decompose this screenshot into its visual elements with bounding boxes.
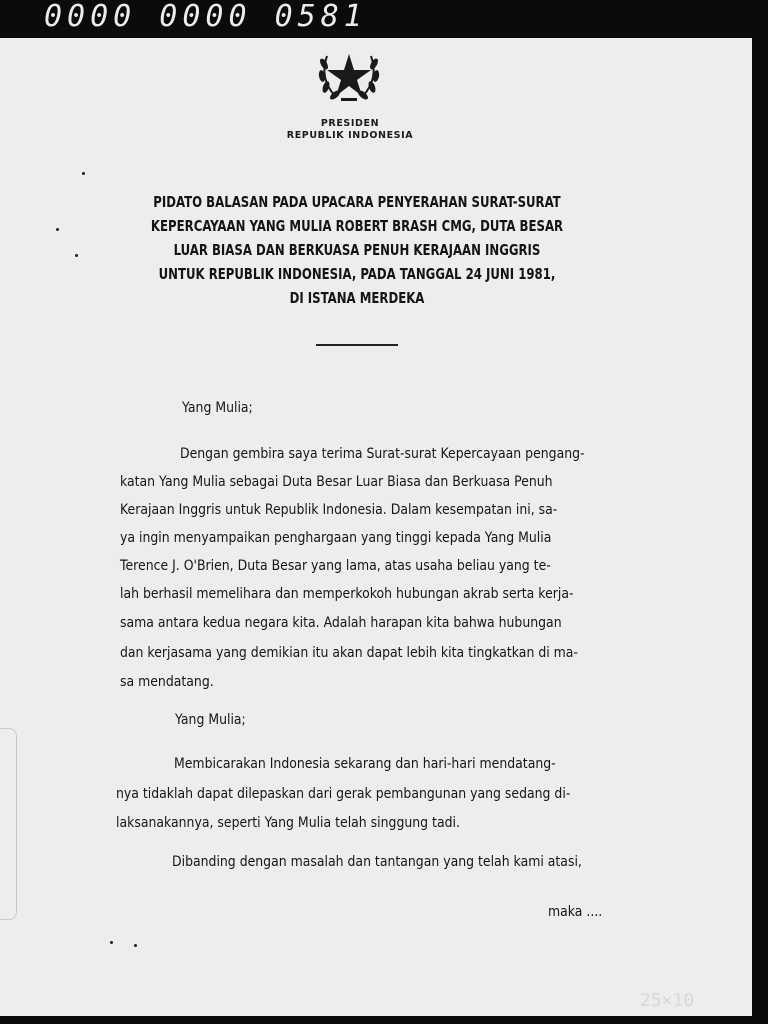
paragraph-line: Membicarakan Indonesia sekarang dan hari-hari mendatang- xyxy=(174,756,556,772)
presidential-emblem-icon xyxy=(305,38,393,106)
document-page xyxy=(0,38,752,1016)
film-frame-number: 0000 0000 0581 xyxy=(44,0,367,34)
paragraph-line: Dengan gembira saya terima Surat-surat Kepercayaan pengang- xyxy=(180,446,585,462)
paragraph-line: Terence J. O'Brien, Duta Besar yang lama, atas usaha beliau yang te- xyxy=(120,558,551,574)
letterhead-line-1: PRESIDEN xyxy=(320,118,380,129)
speck xyxy=(75,254,78,257)
paragraph-line: katan Yang Mulia sebagai Duta Besar Luar Biasa dan Berkuasa Penuh xyxy=(120,474,553,490)
title-line: PIDATO BALASAN PADA UPACARA PENYERAHAN SURAT-SURAT xyxy=(153,193,561,211)
paragraph-line: Kerajaan Inggris untuk Republik Indonesia. Dalam kesempatan ini, sa- xyxy=(120,502,558,518)
speck xyxy=(82,172,85,175)
corner-mark: 25×10 xyxy=(640,990,695,1011)
speck xyxy=(110,941,113,944)
continuation-text: maka .... xyxy=(548,904,603,920)
paragraph-line: ya ingin menyampaikan penghargaan yang tinggi kepada Yang Mulia xyxy=(120,530,552,546)
title-line: DI ISTANA MERDEKA xyxy=(289,289,425,307)
paragraph-line: Dibanding dengan masalah dan tantangan yang telah kami atasi, xyxy=(172,854,582,870)
salutation: Yang Mulia; xyxy=(182,400,253,416)
title-line: LUAR BIASA DAN BERKUASA PENUH KERAJAAN INGGRIS xyxy=(173,241,541,259)
paragraph-line: lah berhasil memelihara dan memperkokoh hubungan akrab serta kerja- xyxy=(120,586,574,602)
speech-title xyxy=(149,190,565,310)
paragraph-line: sa mendatang. xyxy=(120,674,214,690)
speck xyxy=(56,228,59,231)
page-edge-shadow xyxy=(0,728,17,920)
letterhead-line-2: REPUBLIK INDONESIA xyxy=(286,130,414,141)
paragraph-line: laksanakannya, seperti Yang Mulia telah singgung tadi. xyxy=(116,815,460,831)
paragraph-line: dan kerjasama yang demikian itu akan dapat lebih kita tingkatkan di ma- xyxy=(120,645,578,661)
title-divider xyxy=(316,344,398,346)
paragraph-line: nya tidaklah dapat dilepaskan dari gerak pembangunan yang sedang di- xyxy=(116,786,571,802)
paragraph-line: sama antara kedua negara kita. Adalah harapan kita bahwa hubungan xyxy=(120,615,562,631)
speck xyxy=(134,944,137,947)
salutation: Yang Mulia; xyxy=(175,712,246,728)
title-line: KEPERCAYAAN YANG MULIA ROBERT BRASH CMG, DUTA BESAR xyxy=(150,217,564,235)
title-line: UNTUK REPUBLIK INDONESIA, PADA TANGGAL 24 JUNI 1981, xyxy=(158,265,556,283)
